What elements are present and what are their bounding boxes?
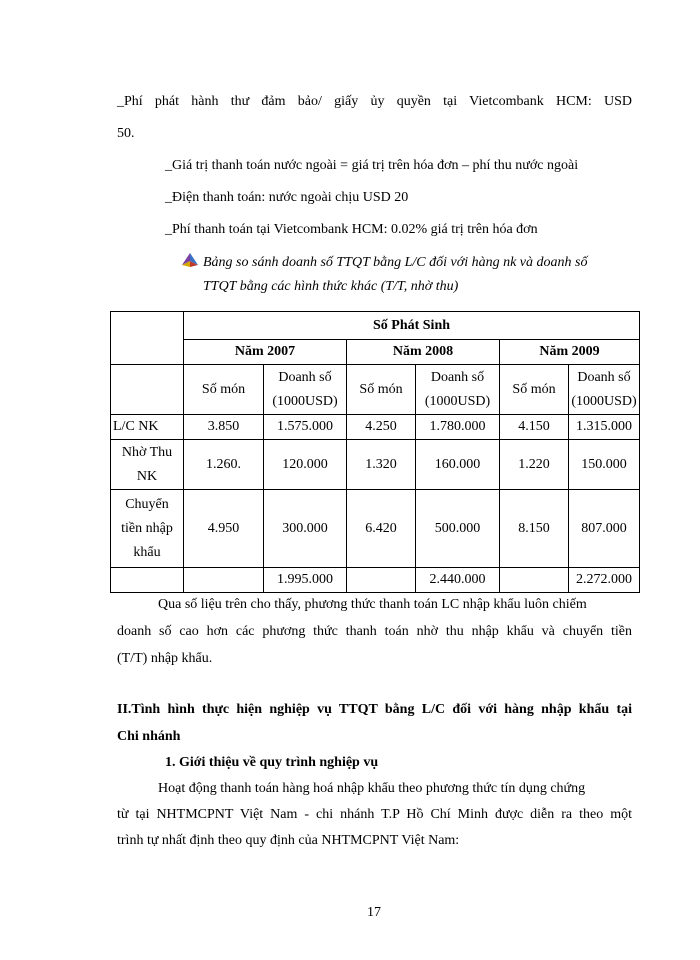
table-cell: 160.000 <box>416 440 500 490</box>
total-cell: 2.272.000 <box>569 568 640 593</box>
table-caption-line-2: TTQT bằng các hình thức khác (T/T, nhờ thu) <box>203 279 459 294</box>
table-cell: 1.780.000 <box>416 415 500 440</box>
table-cell: 807.000 <box>569 490 640 568</box>
empty-cell <box>347 568 416 593</box>
year-header: Năm 2009 <box>500 340 640 365</box>
table-cell: 300.000 <box>264 490 347 568</box>
empty-cell <box>184 568 264 593</box>
table-row <box>111 415 640 440</box>
table-row <box>111 440 640 490</box>
conclusion-line-3: (T/T) nhập khẩu. <box>117 651 213 666</box>
fee-line-1: _Phí phát hành thư đảm bảo/ giấy ủy quyền tại Vietcombank HCM: USD <box>117 94 632 109</box>
table-caption <box>181 252 587 273</box>
table-row <box>111 490 640 568</box>
bullet-arrow-icon <box>181 252 199 268</box>
fee-line-3: _Điện thanh toán: nước ngoài chịu USD 20 <box>165 190 409 205</box>
table-cell: 3.850 <box>184 415 264 440</box>
table-cell: 4.950 <box>184 490 264 568</box>
revenue-header: Doanh số (1000USD) <box>416 365 500 415</box>
count-header: Số món <box>184 365 264 415</box>
page-number: 17 <box>367 905 381 920</box>
conclusion-line-1: Qua số liệu trên cho thấy, phương thức thanh toán LC nhập khẩu luôn chiếm <box>158 597 587 612</box>
table-cell: 8.150 <box>500 490 569 568</box>
table-cell: 6.420 <box>347 490 416 568</box>
conclusion-line-2: doanh số cao hơn các phương thức thanh toán nhờ thu nhập khẩu và chuyển tiền <box>117 624 632 639</box>
table-cell: 1.320 <box>347 440 416 490</box>
table-caption-line-1: Bảng so sánh doanh số TTQT bằng L/C đối với hàng nk và doanh số <box>203 255 588 270</box>
total-cell: 2.440.000 <box>416 568 500 593</box>
row-label: Nhờ Thu NK <box>111 440 184 490</box>
total-cell: 1.995.000 <box>264 568 347 593</box>
intro-line-1: Hoạt động thanh toán hàng hoá nhập khẩu theo phương thức tín dụng chứng <box>158 781 586 796</box>
table-cell: 1.220 <box>500 440 569 490</box>
fee-line-2: _Giá trị thanh toán nước ngoài = giá trị trên hóa đơn – phí thu nước ngoài <box>165 158 579 173</box>
section-heading-cont: Chi nhánh <box>117 729 181 744</box>
revenue-header: Doanh số (1000USD) <box>569 365 640 415</box>
table-cell: 1.315.000 <box>569 415 640 440</box>
revenue-header: Doanh số (1000USD) <box>264 365 347 415</box>
table-cell: 150.000 <box>569 440 640 490</box>
subsection-heading: 1. Giới thiệu về quy trình nghiệp vụ <box>165 755 379 770</box>
row-label: L/C NK <box>111 415 184 440</box>
row-label: Chuyển tiền nhập khẩu <box>111 490 184 568</box>
intro-line-2: từ tại NHTMCPNT Việt Nam - chi nhánh T.P Hồ Chí Minh được diễn ra theo một <box>117 807 632 822</box>
table-cell: 500.000 <box>416 490 500 568</box>
table-cell: 1.260. <box>184 440 264 490</box>
section-heading: II.Tình hình thực hiện nghiệp vụ TTQT bằng L/C đối với hàng nhập khẩu tại <box>117 702 632 717</box>
table-cell: 1.575.000 <box>264 415 347 440</box>
totals-row <box>111 568 640 593</box>
empty-cell <box>111 568 184 593</box>
table-cell: 120.000 <box>264 440 347 490</box>
fee-line-4: _Phí thanh toán tại Vietcombank HCM: 0.02% giá trị trên hóa đơn <box>165 222 538 237</box>
table-cell: 4.250 <box>347 415 416 440</box>
intro-line-3: trình tự nhất định theo quy định của NHTMCPNT Việt Nam: <box>117 833 460 848</box>
table-corner-cell <box>111 312 184 365</box>
year-header: Năm 2008 <box>347 340 500 365</box>
empty-cell <box>111 365 184 415</box>
table-cell: 4.150 <box>500 415 569 440</box>
year-header: Năm 2007 <box>184 340 347 365</box>
fee-line-1-cont: 50. <box>117 126 135 141</box>
empty-cell <box>500 568 569 593</box>
count-header: Số món <box>500 365 569 415</box>
count-header: Số món <box>347 365 416 415</box>
group-header: Số Phát Sinh <box>184 312 640 340</box>
comparison-table <box>110 311 640 593</box>
